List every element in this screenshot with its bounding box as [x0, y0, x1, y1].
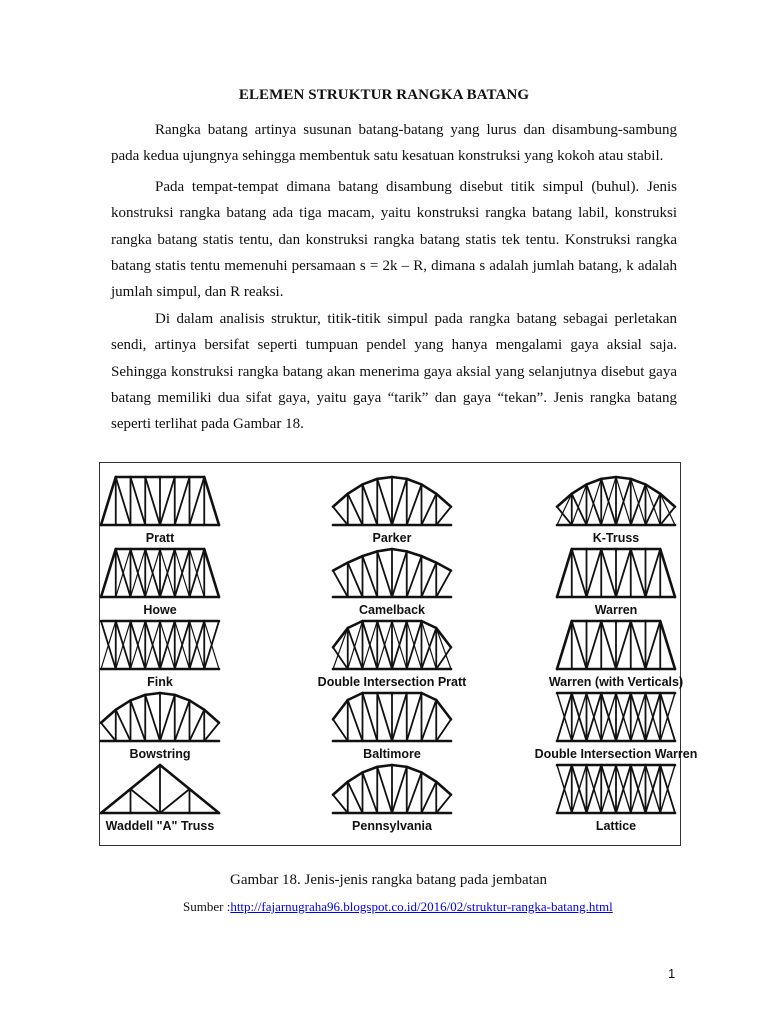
paragraph-3: Di dalam analisis struktur, titik-titik simpul pada rangka batang sebagai perletakan sendi, artinya bersifat seperti tumpuan pendel yang hanya mengalami gaya aksial saja. Sehingga konstruksi rangka batang akan menerima gaya aksial yang selanjutnya disebut gaya batang memiliki dua sifat gaya, yaitu gaya “tarik” dan gaya “tekan”. Jenis rangka batang seperti terlihat pada Gambar 18.: [111, 310, 677, 433]
truss-diagram: [333, 549, 451, 597]
page-number: 1: [668, 966, 676, 981]
truss-label: Fink: [147, 675, 173, 689]
truss-diagram: [101, 765, 219, 813]
truss-diagram: [101, 693, 219, 741]
truss-diagram: [333, 693, 451, 741]
truss-label: Warren (with Verticals): [548, 675, 684, 689]
truss-figure: [99, 462, 698, 846]
page-title: ELEMEN STRUKTUR RANGKA BATANG: [238, 87, 530, 103]
truss-diagram: [333, 765, 451, 813]
truss-label: Parker: [372, 531, 412, 545]
truss-diagram: [333, 477, 451, 525]
body-text: [111, 117, 677, 438]
truss-label: Howe: [143, 603, 177, 617]
truss-label: Camelback: [358, 603, 426, 617]
truss-diagram: [101, 477, 219, 525]
truss-diagram: [557, 693, 675, 741]
truss-label: Warren: [594, 603, 638, 617]
truss-diagram: [333, 621, 451, 669]
truss-label: Pratt: [145, 531, 175, 545]
paragraph-1: Rangka batang artinya susunan batang-batang yang lurus dan disambung-sambung pada kedua ujungnya sehingga membentuk satu kesatuan konstruksi yang kokoh atau stabil.: [111, 122, 677, 165]
truss-label: Double Intersection Pratt: [317, 675, 467, 689]
paragraph-2: Pada tempat-tempat dimana batang disambung disebut titik simpul (buhul). Jenis konstruksi rangka batang ada tiga macam, yaitu konstruksi rangka batang labil, konstruksi rangka batang statis tentu, dan konstruksi rangka batang statis tek tentu. Konstruksi rangka batang statis tentu memenuhi persamaan s = 2k – R, dimana s adalah jumlah batang, k adalah jumlah simpul, dan R reaksi.: [111, 178, 677, 301]
truss-label: K-Truss: [592, 531, 640, 545]
truss-diagram: [557, 549, 675, 597]
truss-diagrams: [100, 463, 698, 845]
truss-label: Baltimore: [363, 747, 421, 761]
truss-label: Pennsylvania: [352, 819, 432, 833]
truss-diagram: [101, 549, 219, 597]
truss-diagram: [101, 621, 219, 669]
truss-label: Waddell "A" Truss: [105, 819, 215, 833]
source-label: Sumber :: [183, 899, 231, 914]
truss-diagram: [557, 765, 675, 813]
source-link[interactable]: http://fajarnugraha96.blogspot.co.id/2016/02/struktur-rangka-batang.html: [230, 899, 613, 914]
truss-diagram: [557, 477, 675, 525]
figure-source: [183, 899, 613, 915]
truss-diagram: [557, 621, 675, 669]
truss-label: Double Intersection Warren: [534, 747, 698, 761]
truss-label: Lattice: [595, 819, 637, 833]
truss-label: Bowstring: [129, 747, 191, 761]
figure-caption: Gambar 18. Jenis-jenis rangka batang pada jembatan: [230, 872, 547, 888]
